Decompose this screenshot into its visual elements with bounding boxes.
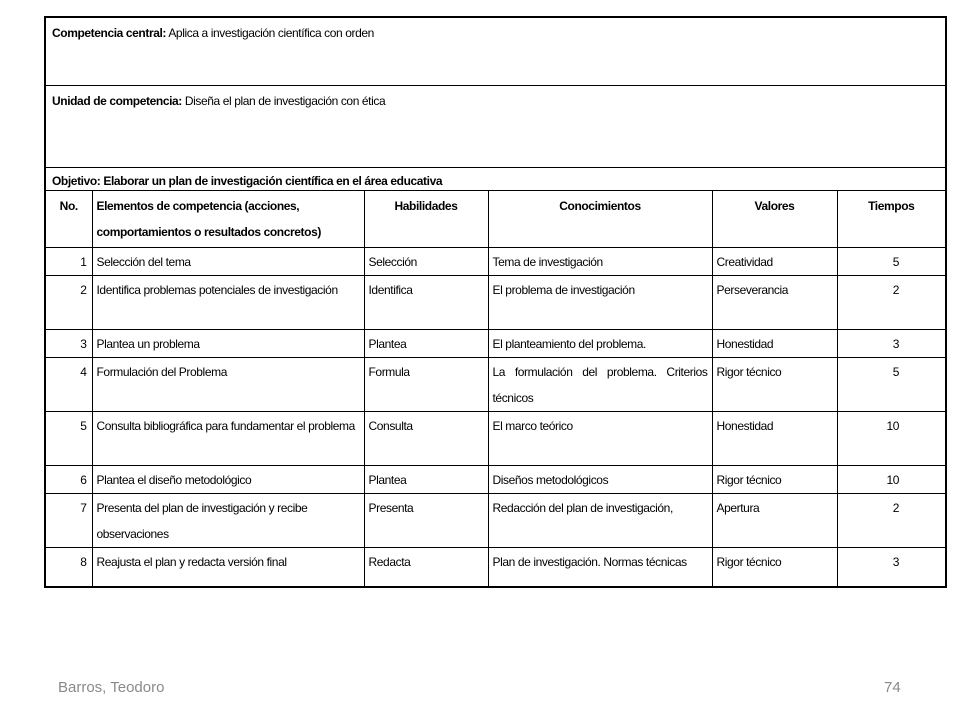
row-elemento: Identifica problemas potenciales de investigación bbox=[92, 276, 364, 330]
col-header-no: No. bbox=[45, 191, 92, 248]
row-conocimiento: Diseños metodológicos bbox=[488, 466, 712, 494]
row-valor: Rigor técnico bbox=[712, 466, 837, 494]
row-tiempo: 5 bbox=[837, 248, 946, 276]
col-header-tiempos: Tiempos bbox=[837, 191, 946, 248]
row-no: 3 bbox=[45, 330, 92, 358]
table-row bbox=[45, 412, 946, 466]
footer-author: Barros, Teodoro bbox=[58, 679, 165, 696]
competencia-row bbox=[45, 17, 946, 86]
objetivo-row bbox=[45, 168, 946, 191]
objetivo-cell: Objetivo: Elaborar un plan de investigación científica en el área educativa bbox=[45, 168, 946, 191]
row-conocimiento: Redacción del plan de investigación, bbox=[488, 494, 712, 548]
row-habilidad: Formula bbox=[364, 358, 488, 412]
row-tiempo: 10 bbox=[837, 466, 946, 494]
row-habilidad: Identifica bbox=[364, 276, 488, 330]
row-habilidad: Plantea bbox=[364, 330, 488, 358]
unidad-label: Unidad de competencia: bbox=[52, 94, 182, 108]
row-elemento: Presenta del plan de investigación y recibe observaciones bbox=[92, 494, 364, 548]
row-elemento: Plantea el diseño metodológico bbox=[92, 466, 364, 494]
row-elemento: Reajusta el plan y redacta versión final bbox=[92, 548, 364, 588]
row-no: 6 bbox=[45, 466, 92, 494]
column-header-row bbox=[45, 191, 946, 248]
col-header-valores: Valores bbox=[712, 191, 837, 248]
footer-page-number: 74 bbox=[884, 679, 901, 696]
col-header-conocimientos: Conocimientos bbox=[488, 191, 712, 248]
row-conocimiento: El problema de investigación bbox=[488, 276, 712, 330]
row-conocimiento: La formulación del problema. Criterios técnicos bbox=[488, 358, 712, 412]
row-valor: Rigor técnico bbox=[712, 548, 837, 588]
table-row bbox=[45, 358, 946, 412]
competency-table bbox=[44, 16, 947, 588]
row-habilidad: Plantea bbox=[364, 466, 488, 494]
row-no: 7 bbox=[45, 494, 92, 548]
row-tiempo: 2 bbox=[837, 494, 946, 548]
table-row bbox=[45, 276, 946, 330]
table-row bbox=[45, 548, 946, 588]
row-no: 5 bbox=[45, 412, 92, 466]
row-no: 2 bbox=[45, 276, 92, 330]
row-habilidad: Presenta bbox=[364, 494, 488, 548]
row-valor: Apertura bbox=[712, 494, 837, 548]
table-row bbox=[45, 494, 946, 548]
row-tiempo: 10 bbox=[837, 412, 946, 466]
row-valor: Honestidad bbox=[712, 412, 837, 466]
row-elemento: Plantea un problema bbox=[92, 330, 364, 358]
row-conocimiento: Plan de investigación. Normas técnicas bbox=[488, 548, 712, 588]
row-valor: Creatividad bbox=[712, 248, 837, 276]
table-row bbox=[45, 330, 946, 358]
row-valor: Perseverancia bbox=[712, 276, 837, 330]
table-row bbox=[45, 466, 946, 494]
row-elemento: Selección del tema bbox=[92, 248, 364, 276]
row-tiempo: 5 bbox=[837, 358, 946, 412]
row-no: 1 bbox=[45, 248, 92, 276]
unidad-row bbox=[45, 86, 946, 168]
competencia-cell bbox=[45, 17, 946, 86]
row-valor: Rigor técnico bbox=[712, 358, 837, 412]
row-no: 8 bbox=[45, 548, 92, 588]
col-header-elementos: Elementos de competencia (acciones, comportamientos o resultados concretos) bbox=[92, 191, 364, 248]
row-tiempo: 2 bbox=[837, 276, 946, 330]
col-header-habilidades: Habilidades bbox=[364, 191, 488, 248]
competencia-text: Aplica a investigación científica con orden bbox=[168, 26, 374, 40]
unidad-cell bbox=[45, 86, 946, 168]
row-habilidad: Redacta bbox=[364, 548, 488, 588]
row-no: 4 bbox=[45, 358, 92, 412]
row-conocimiento: El planteamiento del problema. bbox=[488, 330, 712, 358]
row-elemento: Formulación del Problema bbox=[92, 358, 364, 412]
row-tiempo: 3 bbox=[837, 548, 946, 588]
row-conocimiento: Tema de investigación bbox=[488, 248, 712, 276]
table-row bbox=[45, 248, 946, 276]
row-habilidad: Selección bbox=[364, 248, 488, 276]
competencia-label: Competencia central: bbox=[52, 26, 167, 40]
unidad-text: Diseña el plan de investigación con ética bbox=[184, 94, 386, 108]
row-tiempo: 3 bbox=[837, 330, 946, 358]
row-elemento: Consulta bibliográfica para fundamentar el problema bbox=[92, 412, 364, 466]
row-valor: Honestidad bbox=[712, 330, 837, 358]
row-conocimiento: El marco teórico bbox=[488, 412, 712, 466]
row-habilidad: Consulta bbox=[364, 412, 488, 466]
